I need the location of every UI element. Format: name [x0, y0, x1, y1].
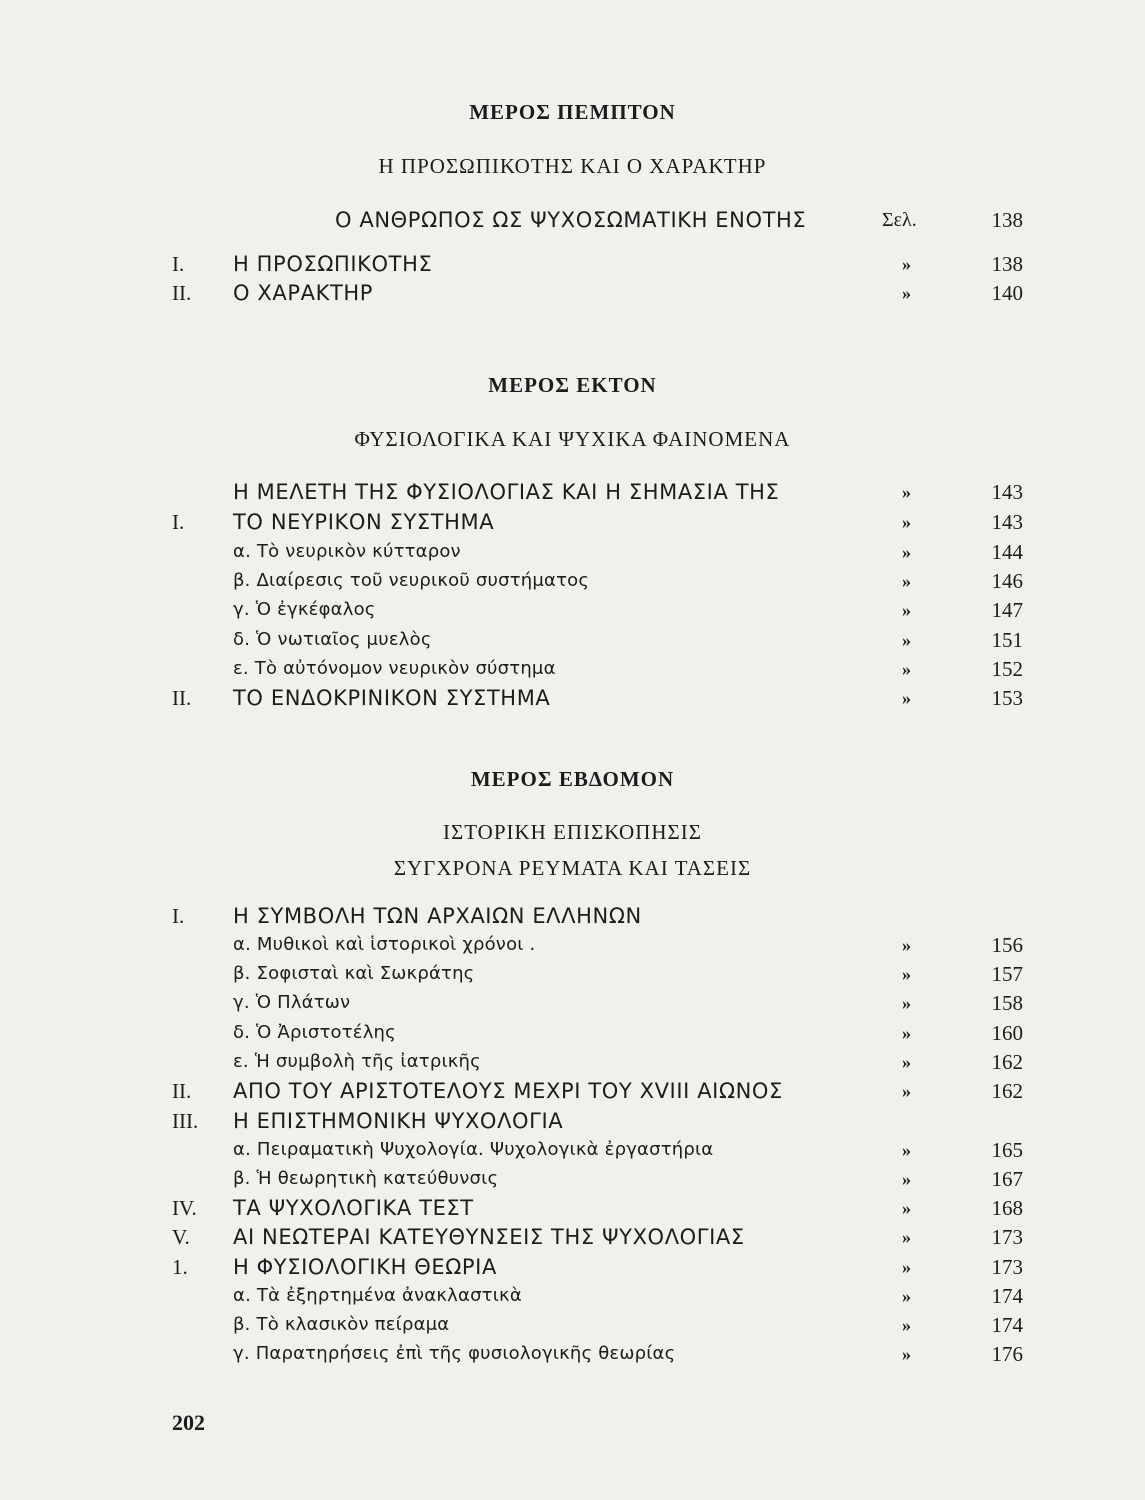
- part-subtitle: ΦΥΣΙΟΛΟΓΙΚΑ ΚΑΙ ΨΥΧΙΚΑ ΦΑΙΝΟΜΕΝΑ: [354, 427, 791, 451]
- toc-label: Η ΠΡΟΣΩΠΙΚΟΤΗΣ: [233, 252, 433, 276]
- toc-page: 160: [991, 1021, 1023, 1045]
- toc-entry: [0, 902, 1145, 930]
- toc-entry: [0, 1253, 1145, 1281]
- toc-page: 156: [991, 933, 1023, 957]
- toc-page: 151: [991, 628, 1023, 652]
- toc-label: γ. Ὁ ἐγκέφαλος: [233, 599, 376, 620]
- ditto-mark: »: [902, 1140, 911, 1160]
- toc-label: Η ΦΥΣΙΟΛΟΓΙΚΗ ΘΕΩΡΙΑ: [233, 1255, 497, 1279]
- ditto-mark: »: [902, 1315, 911, 1335]
- part-title: ΜΕΡΟΣ ΕΚΤΟΝ: [488, 373, 657, 397]
- toc-entry: [0, 626, 1145, 654]
- toc-entry: [0, 508, 1145, 536]
- toc-page: 147: [991, 598, 1023, 622]
- toc-label: α. Τὸ νευρικὸν κύτταρον: [233, 541, 461, 562]
- toc-entry: [0, 989, 1145, 1017]
- ditto-mark: »: [902, 1198, 911, 1218]
- ditto-mark: »: [902, 482, 911, 502]
- toc-label: ΤΑ ΨΥΧΟΛΟΓΙΚΑ ΤΕΣΤ: [233, 1196, 474, 1220]
- toc-label: α. Πειραματικὴ Ψυχολογία. Ψυχολογικὰ ἐργαστήρια: [233, 1139, 714, 1160]
- part-subtitle: ΙΣΤΟΡΙΚΗ ΕΠΙΣΚΟΠΗΣΙΣ: [443, 820, 702, 844]
- toc-number: II.: [172, 1079, 192, 1103]
- toc-label: ΤΟ ΝΕΥΡΙΚΟΝ ΣΥΣΤΗΜΑ: [233, 510, 495, 534]
- ditto-mark: »: [902, 1169, 911, 1189]
- toc-entry: [0, 206, 1145, 234]
- toc-label: Η ΣΥΜΒΟΛΗ ΤΩΝ ΑΡΧΑΙΩΝ ΕΛΛΗΝΩΝ: [233, 904, 642, 928]
- toc-page: 138: [991, 252, 1023, 276]
- toc-number: II.: [172, 686, 192, 710]
- toc-label: β. Διαίρεσις τοῦ νευρικοῦ συστήματος: [233, 570, 590, 591]
- toc-entry: [0, 250, 1145, 278]
- ditto-mark: »: [902, 935, 911, 955]
- ditto-mark: »: [902, 688, 911, 708]
- toc-page: 140: [991, 281, 1023, 305]
- toc-label: β. Σοφισταὶ καὶ Σωκράτης: [233, 963, 475, 984]
- toc-label: α. Τὰ ἐξηρτημένα ἀνακλαστικὰ: [233, 1285, 522, 1306]
- ditto-mark: »: [902, 1257, 911, 1277]
- ditto-mark: »: [902, 1023, 911, 1043]
- toc-page: 152: [991, 657, 1023, 681]
- toc-entry: [0, 960, 1145, 988]
- toc-entry: [0, 1048, 1145, 1076]
- toc-page: 168: [991, 1196, 1023, 1220]
- toc-entry: [0, 655, 1145, 683]
- toc-label: ε. Τὸ αὐτόνομον νευρικὸν σύστημα: [233, 658, 556, 679]
- toc-page: 174: [991, 1313, 1023, 1337]
- toc-page: 173: [991, 1225, 1023, 1249]
- toc-entry: [0, 538, 1145, 566]
- page-number: 202: [172, 1410, 205, 1435]
- toc-entry: [0, 279, 1145, 307]
- toc-label: γ. Παρατηρήσεις ἐπὶ τῆς φυσιολογικῆς θεωρίας: [233, 1343, 676, 1364]
- ditto-mark: »: [902, 659, 911, 679]
- ditto-mark: »: [902, 600, 911, 620]
- toc-entry: [0, 1107, 1145, 1135]
- toc-number: II.: [172, 281, 192, 305]
- toc-label: Η ΜΕΛΕΤΗ ΤΗΣ ΦΥΣΙΟΛΟΓΙΑΣ ΚΑΙ Η ΣΗΜΑΣΙΑ ΤΗΣ: [233, 480, 780, 504]
- part-title: ΜΕΡΟΣ ΕΒΔΟΜΟΝ: [470, 767, 675, 791]
- toc-entry: [0, 1340, 1145, 1368]
- toc-page: 174: [991, 1284, 1023, 1308]
- toc-label: ΤΟ ΕΝΔΟΚΡΙΝΙΚΟΝ ΣΥΣΤΗΜΑ: [233, 686, 551, 710]
- toc-label: δ. Ὁ νωτιαῖος μυελὸς: [233, 629, 432, 650]
- toc-entry: [0, 1136, 1145, 1164]
- part-subtitle: Η ΠΡΟΣΩΠΙΚΟΤΗΣ ΚΑΙ Ο ΧΑΡΑΚΤΗΡ: [378, 154, 767, 178]
- toc-page: 146: [991, 569, 1023, 593]
- ditto-mark: »: [902, 283, 911, 303]
- ditto-mark: »: [902, 993, 911, 1013]
- toc-page: 162: [991, 1050, 1023, 1074]
- toc-entry: [0, 1282, 1145, 1310]
- ditto-mark: »: [902, 1081, 911, 1101]
- toc-page: 158: [991, 991, 1023, 1015]
- ditto-mark: »: [902, 1286, 911, 1306]
- part-title: ΜΕΡΟΣ ΠΕΜΠΤΟΝ: [469, 100, 676, 124]
- toc-number: I.: [172, 904, 185, 928]
- toc-page: 173: [991, 1255, 1023, 1279]
- toc-number: IV.: [172, 1196, 197, 1220]
- toc-page: 165: [991, 1138, 1023, 1162]
- toc-page: 144: [991, 540, 1023, 564]
- toc-entry: [0, 1311, 1145, 1339]
- toc-number: 1.: [172, 1255, 188, 1279]
- toc-page: 143: [991, 510, 1023, 534]
- toc-entry: [0, 596, 1145, 624]
- toc-label: δ. Ὁ Ἀριστοτέλης: [233, 1022, 396, 1043]
- toc-number: I.: [172, 252, 185, 276]
- toc-entry: [0, 1077, 1145, 1105]
- toc-entry: [0, 1194, 1145, 1222]
- toc-entry: [0, 1223, 1145, 1251]
- toc-label: ε. Ἡ συμβολὴ τῆς ἰατρικῆς: [233, 1051, 481, 1072]
- toc-page: 162: [991, 1079, 1023, 1103]
- toc-label: Η ΕΠΙΣΤΗΜΟΝΙΚΗ ΨΥΧΟΛΟΓΙΑ: [233, 1109, 564, 1133]
- toc-number: I.: [172, 510, 185, 534]
- toc-page: 153: [991, 686, 1023, 710]
- part-subtitle: ΣΥΓΧΡΟΝΑ ΡΕΥΜΑΤΑ ΚΑΙ ΤΑΣΕΙΣ: [393, 856, 752, 880]
- toc-page: 167: [991, 1167, 1023, 1191]
- toc-entry: [0, 1165, 1145, 1193]
- toc-label: ΑΠΟ ΤΟΥ ΑΡΙΣΤΟΤΕΛΟΥΣ ΜΕΧΡΙ ΤΟΥ XVIII ΑΙΩΝΟΣ: [233, 1079, 783, 1103]
- toc-label: β. Ἡ θεωρητικὴ κατεύθυνσις: [233, 1168, 499, 1189]
- toc-number: III.: [172, 1109, 199, 1133]
- toc-entry: [0, 478, 1145, 506]
- ditto-mark: »: [902, 964, 911, 984]
- toc-label: Ο ΧΑΡΑΚΤΗΡ: [233, 281, 374, 305]
- toc-page: 176: [991, 1342, 1023, 1366]
- toc-label: ΑΙ ΝΕΩΤΕΡΑΙ ΚΑΤΕΥΘΥΝΣΕΙΣ ΤΗΣ ΨΥΧΟΛΟΓΙΑΣ: [233, 1225, 745, 1249]
- toc-label: Ο ΑΝΘΡΩΠΟΣ ΩΣ ΨΥΧΟΣΩΜΑΤΙΚΗ ΕΝΟΤΗΣ: [335, 208, 807, 232]
- toc-entry: [0, 567, 1145, 595]
- toc-label: α. Μυθικοὶ καὶ ἱστορικοὶ χρόνοι .: [233, 934, 536, 955]
- toc-page: 143: [991, 480, 1023, 504]
- toc-entry: [0, 931, 1145, 959]
- ditto-mark: »: [902, 1344, 911, 1364]
- ditto-mark: »: [902, 1052, 911, 1072]
- toc-number: V.: [172, 1225, 190, 1249]
- ditto-mark: »: [902, 254, 911, 274]
- ditto-mark: »: [902, 512, 911, 532]
- toc-page: 157: [991, 962, 1023, 986]
- toc-page: 138: [991, 208, 1023, 232]
- ditto-mark: »: [902, 542, 911, 562]
- toc-label: γ. Ὁ Πλάτων: [233, 992, 351, 1013]
- toc-label: β. Τὸ κλασικὸν πείραμα: [233, 1314, 450, 1335]
- ditto-mark: »: [902, 630, 911, 650]
- ditto-mark: »: [902, 571, 911, 591]
- toc-entry: [0, 1019, 1145, 1047]
- toc-entry: [0, 684, 1145, 712]
- page-abbrev: Σελ.: [882, 209, 917, 231]
- ditto-mark: »: [902, 1227, 911, 1247]
